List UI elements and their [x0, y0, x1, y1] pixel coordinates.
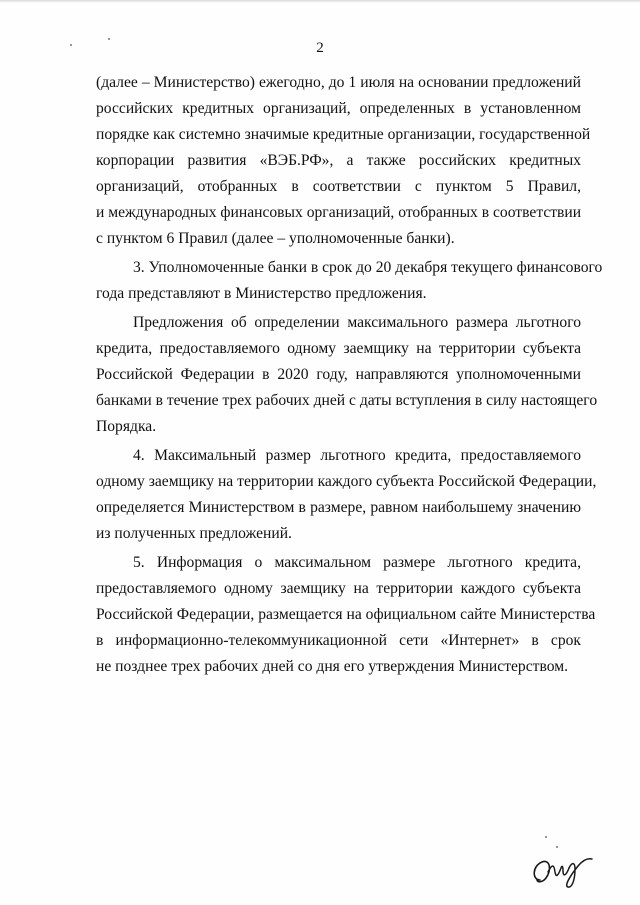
paragraph-proposals-first-line: Предложения об определении максимального размера льготного — [133, 314, 581, 331]
paragraph-4-first-line: 4. Максимальный размер льготного кредита, предоставляемого — [133, 447, 581, 464]
text-line: банками в течение трех рабочих дней с даты вступления в силу настоящего — [96, 392, 598, 409]
text-line: (далее – Министерство) ежегодно, до 1 июля на основании предложений — [96, 74, 581, 91]
text-line: определяется Министерством в размере, равном наибольшему значению — [96, 499, 581, 516]
text-line: с пунктом 6 Правил (далее – уполномоченные банки). — [96, 230, 455, 247]
text-line: года представляют в Министерство предложения. — [96, 285, 427, 302]
text-line: Российской Федерации, размещается на официальном сайте Министерства — [96, 606, 596, 623]
text-line: и международных финансовых организаций, отобранных в соответствии — [96, 204, 582, 221]
text-line: российских кредитных организаций, определенных в установленном — [96, 100, 581, 117]
handwritten-signature — [528, 850, 598, 890]
text-line: Порядка. — [96, 418, 157, 435]
scan-edge-shadow — [0, 0, 640, 3]
text-line: порядке как системно значимые кредитные организации, государственной — [96, 126, 591, 143]
page-number: 2 — [316, 40, 324, 56]
text-line: Российской Федерации в 2020 году, направляются уполномоченными — [96, 366, 581, 383]
scan-speck — [70, 44, 72, 46]
text-line: корпорации развития «ВЭБ.РФ», а также российских кредитных — [96, 152, 581, 169]
scan-speck — [108, 38, 110, 40]
text-line: организаций, отобранных в соответствии с пунктом 5 Правил, — [96, 178, 581, 195]
text-line: из полученных предложений. — [96, 525, 292, 542]
paragraph-5-first-line: 5. Информация о максимальном размере льготного кредита, — [133, 554, 581, 571]
text-line: в информационно-телекоммуникационной сети «Интернет» в срок — [96, 632, 581, 649]
text-line: предоставляемого одному заемщику на территории каждого субъекта — [96, 580, 581, 597]
scan-speck — [545, 836, 547, 838]
text-line: кредита, предоставляемого одному заемщику на территории субъекта — [96, 340, 581, 357]
scan-speck — [556, 846, 558, 848]
text-line: не позднее трех рабочих дней со дня его утверждения Министерством. — [96, 658, 568, 675]
text-line: одному заемщику на территории каждого субъекта Российской Федерации, — [96, 473, 597, 490]
paragraph-3-first-line: 3. Уполномоченные банки в срок до 20 декабря текущего финансового — [133, 259, 603, 276]
